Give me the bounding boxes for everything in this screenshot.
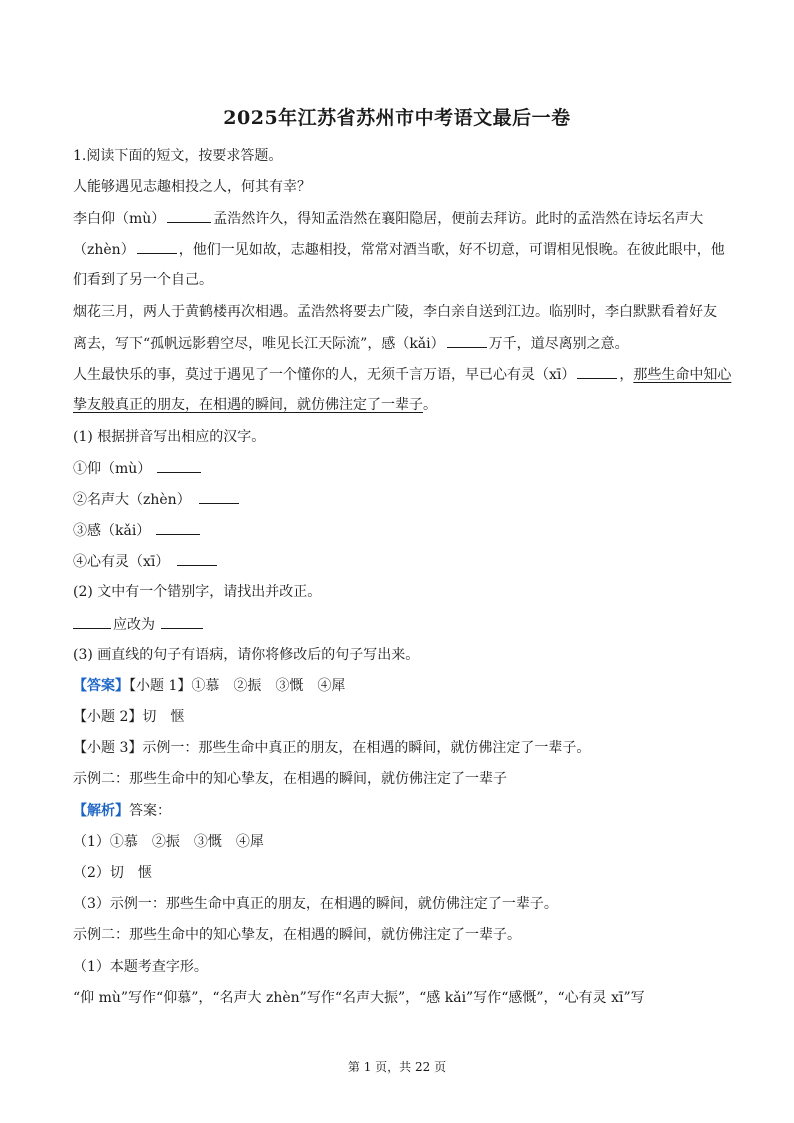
- passage-text: ，他们一见如故，志趣相投，常常对酒当歌，好不切意，可谓相见恨晚。在彼此眼中，他: [178, 242, 725, 258]
- passage-text: 。: [423, 397, 437, 413]
- passage-text: （zhèn）: [73, 242, 135, 258]
- analysis-text: 答案：: [129, 803, 171, 819]
- answer-blank[interactable]: [177, 551, 217, 566]
- passage-line-1: [73, 208, 703, 229]
- pinyin-label: ②名声大（zhèn）: [73, 492, 191, 508]
- pinyin-item-4: [73, 551, 219, 572]
- passage-line-4: 烟花三月，两人于黄鹤楼再次相遇。孟浩然将要去广陵，李白亲自送到江边。临别时，李白默默看着好友: [73, 304, 717, 320]
- answer-tag: 【答案】: [73, 678, 129, 694]
- pinyin-item-1: [73, 458, 203, 479]
- pinyin-label: ①仰（mù）: [73, 461, 152, 477]
- passage-line-3: 们看到了另一个自己。: [73, 272, 213, 288]
- question-stem: 1.阅读下面的短文，按要求答题。: [73, 148, 283, 164]
- underlined-sentence: 那些生命中知心: [633, 367, 732, 383]
- correction-label: 应改为: [113, 617, 155, 633]
- passage-line-2: [73, 239, 725, 260]
- passage-text: 李白仰（mù）: [73, 211, 166, 227]
- analysis-line-1: [73, 801, 171, 821]
- page-title: 2025年江苏省苏州市中考语文最后一卷: [223, 107, 571, 129]
- answer-blank[interactable]: [199, 489, 239, 504]
- pinyin-label: ③感（kǎi）: [73, 523, 151, 539]
- passage-text: 孟浩然许久，得知孟浩然在襄阳隐居，便前去拜访。此时的孟浩然在诗坛名声大: [213, 211, 704, 227]
- answer-blank[interactable]: [157, 458, 201, 473]
- answer-line-1: [73, 676, 345, 696]
- pinyin-item-3: [73, 520, 202, 541]
- analysis-line-2: （1）①慕 ②振 ③慨 ④犀: [73, 834, 264, 850]
- passage-text: 人生最快乐的事，莫过于遇见了一个懂你的人，无须千言万语，早已心有灵（xī）: [73, 367, 576, 383]
- answer-line-4: 示例二：那些生命中的知心挚友，在相遇的瞬间，就仿佛注定了一辈子: [73, 771, 507, 787]
- analysis-tag: 【解析】: [73, 803, 129, 819]
- answer-text: 【小题 1】①慕 ②振 ③慨 ④犀: [129, 678, 346, 694]
- pinyin-item-2: [73, 489, 241, 510]
- passage-text: 万千，道尽离别之意。: [488, 336, 629, 352]
- analysis-line-3: （2）切 惬: [73, 865, 152, 881]
- passage-line-5: [73, 333, 629, 354]
- correction-line: [73, 614, 205, 635]
- pinyin-label: ④心有灵（xī）: [73, 554, 170, 570]
- sub-question-2: (2) 文中有一个错别字，请找出并改正。: [73, 584, 322, 600]
- analysis-line-4: （3）示例一：那些生命中真正的朋友，在相遇的瞬间，就仿佛注定了一辈子。: [73, 896, 558, 912]
- underlined-sentence: 挚友般真正的朋友，在相遇的瞬间，就仿佛注定了一辈子: [73, 397, 423, 413]
- answer-blank[interactable]: [577, 364, 617, 379]
- passage-lead: 人能够遇见志趣相投之人，何其有幸？: [73, 179, 311, 195]
- analysis-line-6: （1）本题考查字形。: [73, 959, 208, 975]
- answer-line-3: 【小题 3】示例一：那些生命中真正的朋友，在相遇的瞬间，就仿佛注定了一辈子。: [73, 740, 591, 756]
- passage-line-6: [73, 364, 731, 385]
- analysis-line-7: “仰 mù”写作“仰慕”，“名声大 zhèn”写作“名声大振”，“感 kǎi”写作“感慨”，“心有灵 xī”写: [73, 990, 645, 1006]
- sub-question-1: (1) 根据拼音写出相应的汉字。: [73, 429, 266, 445]
- answer-blank[interactable]: [161, 614, 203, 629]
- answer-blank[interactable]: [447, 333, 487, 348]
- answer-blank[interactable]: [73, 614, 111, 629]
- passage-text: ，: [619, 367, 634, 383]
- passage-text: 离去，写下“孤帆远影碧空尽，唯见长江天际流”，感（kǎi）: [73, 336, 445, 352]
- sub-question-3: (3) 画直线的句子有语病，请你将修改后的句子写出来。: [73, 647, 420, 663]
- passage-line-7: [73, 395, 437, 415]
- answer-blank[interactable]: [156, 520, 200, 535]
- page-footer: 第 1 页，共 22 页: [347, 1060, 447, 1074]
- answer-line-2: 【小题 2】切 惬: [73, 709, 185, 725]
- answer-blank[interactable]: [167, 208, 211, 223]
- analysis-line-5: 示例二：那些生命中的知心挚友，在相遇的瞬间，就仿佛注定了一辈子。: [73, 927, 521, 943]
- answer-blank[interactable]: [137, 239, 177, 254]
